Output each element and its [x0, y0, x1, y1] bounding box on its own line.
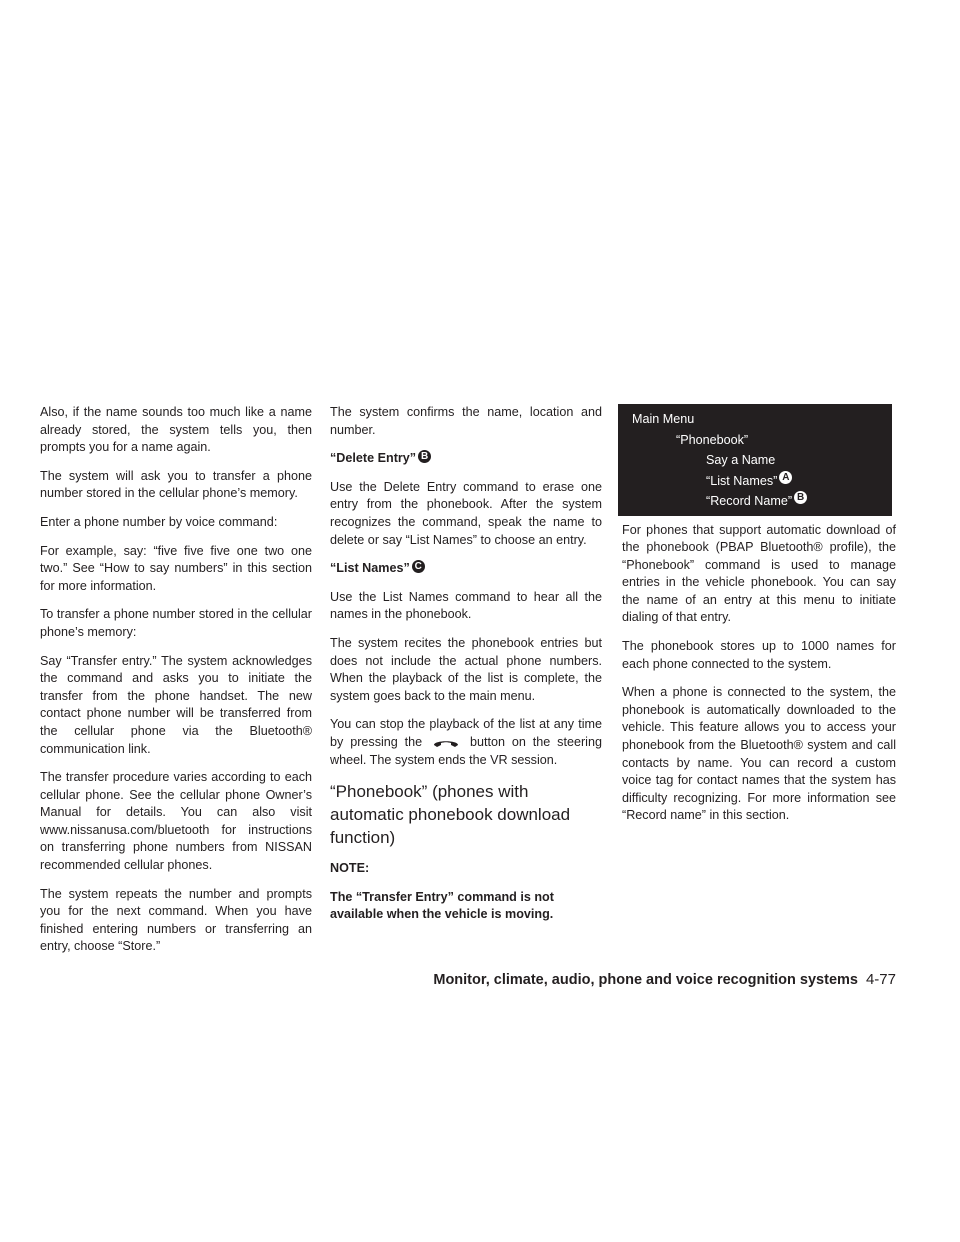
- paragraph: The phonebook stores up to 1000 names for each phone connected to the system.: [622, 639, 896, 671]
- paragraph: The system recites the phonebook entries but does not include the actual phone numbers. When the playback of the list is complete, the system goes back to the main menu.: [330, 635, 602, 703]
- callout-b-badge: B: [418, 450, 431, 463]
- note-text: The “Transfer Entry” command is not available when the vehicle is moving.: [330, 889, 554, 922]
- list-names-heading-text: “List Names”: [330, 561, 410, 576]
- menu-line-phonebook: “Phonebook”: [676, 432, 749, 447]
- paragraph: The system will ask you to transfer a phone number stored in the cellular phone’s memory.: [40, 468, 312, 501]
- menu-line-main: Main Menu: [632, 412, 695, 426]
- callout-b-badge: B: [794, 491, 807, 504]
- paragraph-text-before: You can stop the playback of the list at any time by pressing the: [330, 717, 602, 749]
- paragraph: The system confirms the name, location and number.: [330, 405, 602, 437]
- list-names-heading: [330, 560, 602, 578]
- column-right: [622, 404, 896, 836]
- menu-line-list-names-text: “List Names”: [706, 473, 778, 488]
- paragraph-with-icon: [330, 716, 602, 769]
- section-heading: “Phonebook” (phones with automatic phonebook download function): [330, 782, 571, 848]
- paragraph: The system repeats the number and prompts you for the next command. When you have finished entering numbers or transferring an entry, choose “Store.”: [40, 886, 312, 954]
- menu-line-record-name: [632, 491, 892, 512]
- paragraph: The transfer procedure varies according to each cellular phone. See the cellular phone Owner’s Manual for details. You can also visit www.nissanusa.com/bluetooth for instructions on transferring phone numbers from NISSAN recommended cellular phones.: [40, 770, 312, 873]
- paragraph-text-after: button on the steering wheel. The system ends the VR session.: [330, 734, 602, 767]
- paragraph: Use the List Names command to hear all the names in the phonebook.: [330, 589, 602, 622]
- menu-tree-box: [618, 404, 892, 516]
- paragraph: For phones that support automatic download of the phonebook (PBAP Bluetooth® profile), the “Phonebook” command is used to manage entries in the vehicle phonebook. You can say the name of an entry at this menu to initiate dialing of that entry.: [622, 522, 896, 625]
- page-footer: [433, 971, 896, 988]
- paragraph: Enter a phone number by voice command:: [40, 514, 278, 529]
- callout-c-badge: C: [412, 560, 425, 573]
- column-left: [40, 404, 312, 967]
- paragraph: When a phone is connected to the system, the phonebook is automatically downloaded to the vehicle. This feature allows you to access your phonebook from the Bluetooth® system and call contacts by name. You can record a custom voice tag for contact names that the system has difficulty recognizing. For more information see “Record name” in this section.: [622, 685, 896, 823]
- paragraph: For example, say: “five five five one two one two.” See “How to say numbers” in this section for more information.: [40, 543, 312, 593]
- note-label: NOTE:: [330, 861, 370, 876]
- menu-line-list-names: [632, 471, 892, 492]
- paragraph: To transfer a phone number stored in the cellular phone’s memory:: [40, 607, 312, 639]
- callout-a-badge: A: [779, 471, 792, 484]
- footer-title: Monitor, climate, audio, phone and voice recognition systems: [433, 972, 858, 988]
- paragraph: Use the Delete Entry command to erase one entry from the phonebook. After the system recognizes the command, speak the name to delete or say “List Names” to choose an entry.: [330, 479, 602, 547]
- paragraph: Also, if the name sounds too much like a name already stored, the system tells you, then prompts you for a name again.: [40, 405, 312, 455]
- page-number: 4-77: [865, 971, 896, 988]
- phone-hangup-icon: [431, 737, 461, 749]
- delete-entry-heading-text: “Delete Entry”: [330, 451, 417, 466]
- delete-entry-heading: [330, 450, 602, 468]
- menu-line-record-name-text: “Record Name”: [706, 494, 793, 508]
- paragraph: Say “Transfer entry.” The system acknowledges the command and asks you to initiate the transfer from the phone handset. The new contact phone number will be transferred from the cellular phone via the Bluetooth® communication link.: [40, 653, 312, 756]
- column-middle: [330, 404, 602, 935]
- menu-line-say-a-name: Say a Name: [706, 453, 776, 467]
